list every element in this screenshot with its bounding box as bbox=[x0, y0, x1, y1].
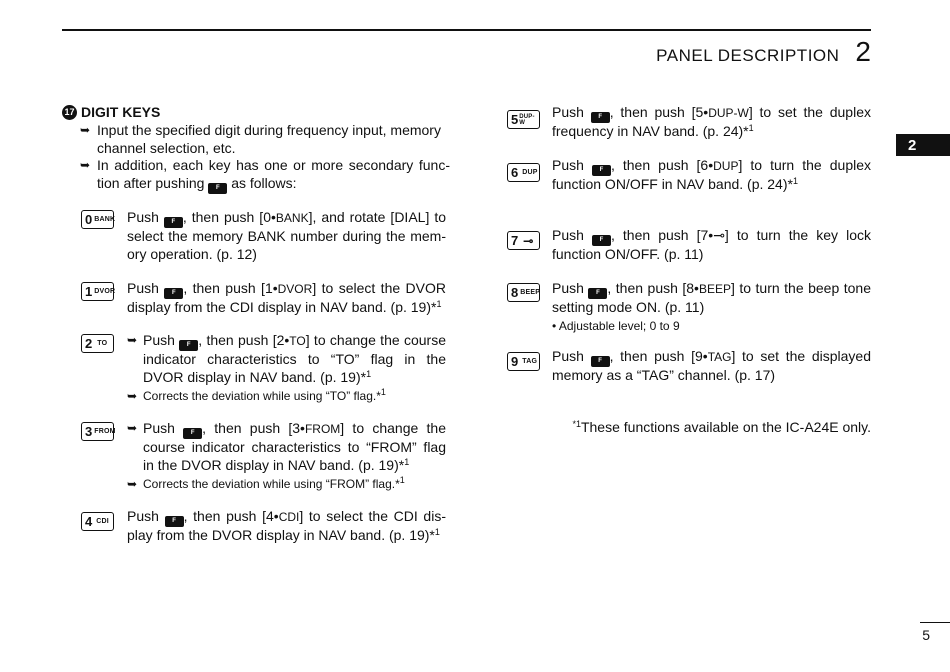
key-7-description: Push F , then push [7•⊸] to turn the key lock function ON/OFF. (p. 11) bbox=[552, 227, 871, 262]
f-key-icon: F bbox=[591, 112, 610, 123]
bullet-2-text: In addition, each key has one or more secondary func-tion after pushing bbox=[97, 157, 450, 191]
footnote bbox=[572, 419, 871, 437]
key-8-description: Push F , then push [8•BEEP] to turn the beep tone setting mode ON. (p. 11) • Adjustable level; 0 to 9 bbox=[552, 280, 871, 335]
f-key-icon: F bbox=[179, 340, 198, 351]
key-2-to-icon: 2 TO bbox=[81, 334, 114, 353]
f-key-icon: F bbox=[165, 516, 184, 527]
f-key-icon: F bbox=[164, 217, 183, 228]
key-8-beep-icon: 8 BEEP bbox=[507, 283, 540, 302]
footnote-text: These functions available on the IC-A24E only. bbox=[580, 419, 871, 435]
f-key-icon: F bbox=[591, 356, 610, 367]
bullet-2 bbox=[80, 157, 450, 194]
arrow-icon: ➥ bbox=[127, 333, 138, 347]
arrow-icon: ➥ bbox=[127, 421, 138, 435]
key-4-cdi-icon: 4 CDI bbox=[81, 512, 114, 531]
key-3-description: ➥ Push F , then push [3•FROM] to change the course indicator characteristics to “FROM” flag in the DVOR display in NAV band. (p. 19)*$^1$ ➥ Corrects the deviation while using “FROM” flag.*$^1$ bbox=[127, 420, 446, 494]
arrow-icon: ➥ bbox=[127, 477, 138, 492]
key-3-from-icon: 3 FROM bbox=[81, 422, 114, 441]
page-number-rule bbox=[920, 622, 950, 623]
key-7-lock-icon: 7 ⊸ bbox=[507, 231, 540, 250]
page-header bbox=[656, 36, 871, 68]
f-key-icon: F bbox=[208, 183, 227, 194]
header-rule bbox=[62, 29, 871, 31]
key-lock-icon: ⊸ bbox=[713, 227, 725, 243]
header-chapter: 2 bbox=[855, 36, 871, 67]
key-5-description: Push F , then push [5•DUP-W] to set the duplex frequency in NAV band. (p. 24)*$^1$ bbox=[552, 104, 871, 139]
chapter-tab: 2 bbox=[896, 134, 950, 156]
key-0-bank-icon: 0 BANK bbox=[81, 210, 114, 229]
f-key-icon: F bbox=[183, 428, 202, 439]
f-key-icon: F bbox=[164, 288, 183, 299]
f-key-icon: F bbox=[592, 235, 611, 246]
f-key-icon: F bbox=[592, 165, 611, 176]
key-6-description: Push F , then push [6•DUP] to turn the duplex function ON/OFF in NAV band. (p. 24)*$^1$ bbox=[552, 157, 871, 192]
arrow-icon: ➥ bbox=[80, 158, 91, 172]
key-4-description: Push F , then push [4•CDI] to select the CDI dis-play from the DVOR display in NAV band. (p. 19)*$^1$ bbox=[127, 508, 446, 543]
key-0-description: Push F , then push [0•BANK], and rotate [DIAL] to select the memory BANK number during the mem-ory operation. (p. 12) bbox=[127, 209, 446, 262]
footnote-mark: *1 bbox=[572, 419, 581, 429]
bullet-1-text: Input the specified digit during frequency input, memory channel selection, etc. bbox=[97, 122, 441, 156]
key-5-dup-w-icon: 5 DUP-W bbox=[507, 110, 540, 129]
f-key-icon: F bbox=[588, 288, 607, 299]
arrow-icon: ➥ bbox=[127, 389, 138, 404]
section-number-badge: 17 bbox=[62, 105, 77, 120]
arrow-icon: ➥ bbox=[80, 123, 91, 137]
key-9-description: Push F , then push [9•TAG] to set the displayed memory as a “TAG” channel. (p. 17) bbox=[552, 348, 871, 383]
key-8-note: • Adjustable level; 0 to 9 bbox=[552, 318, 680, 333]
page-number: 5 bbox=[922, 627, 930, 643]
key-9-tag-icon: 9 TAG bbox=[507, 352, 540, 371]
key-6-dup-icon: 6 DUP bbox=[507, 163, 540, 182]
key-1-dvor-icon: 1 DVOR bbox=[81, 282, 114, 301]
bullet-1 bbox=[80, 122, 450, 157]
key-1-description: Push F , then push [1•DVOR] to select the DVOR display from the CDI display in NAV band. (p. 19)*$^1$ bbox=[127, 280, 446, 315]
header-title: PANEL DESCRIPTION bbox=[656, 46, 840, 65]
section-title-text: DIGIT KEYS bbox=[81, 104, 161, 120]
key-2-description: ➥ Push F , then push [2•TO] to change the course indicator characteristics to “TO” flag in the DVOR display in NAV band. (p. 19)*$^1$ ➥ Corrects the deviation while using “TO” flag.*$^1$ bbox=[127, 332, 446, 406]
bullet-2-text-end: as follows: bbox=[231, 174, 297, 191]
section-title bbox=[62, 104, 160, 120]
